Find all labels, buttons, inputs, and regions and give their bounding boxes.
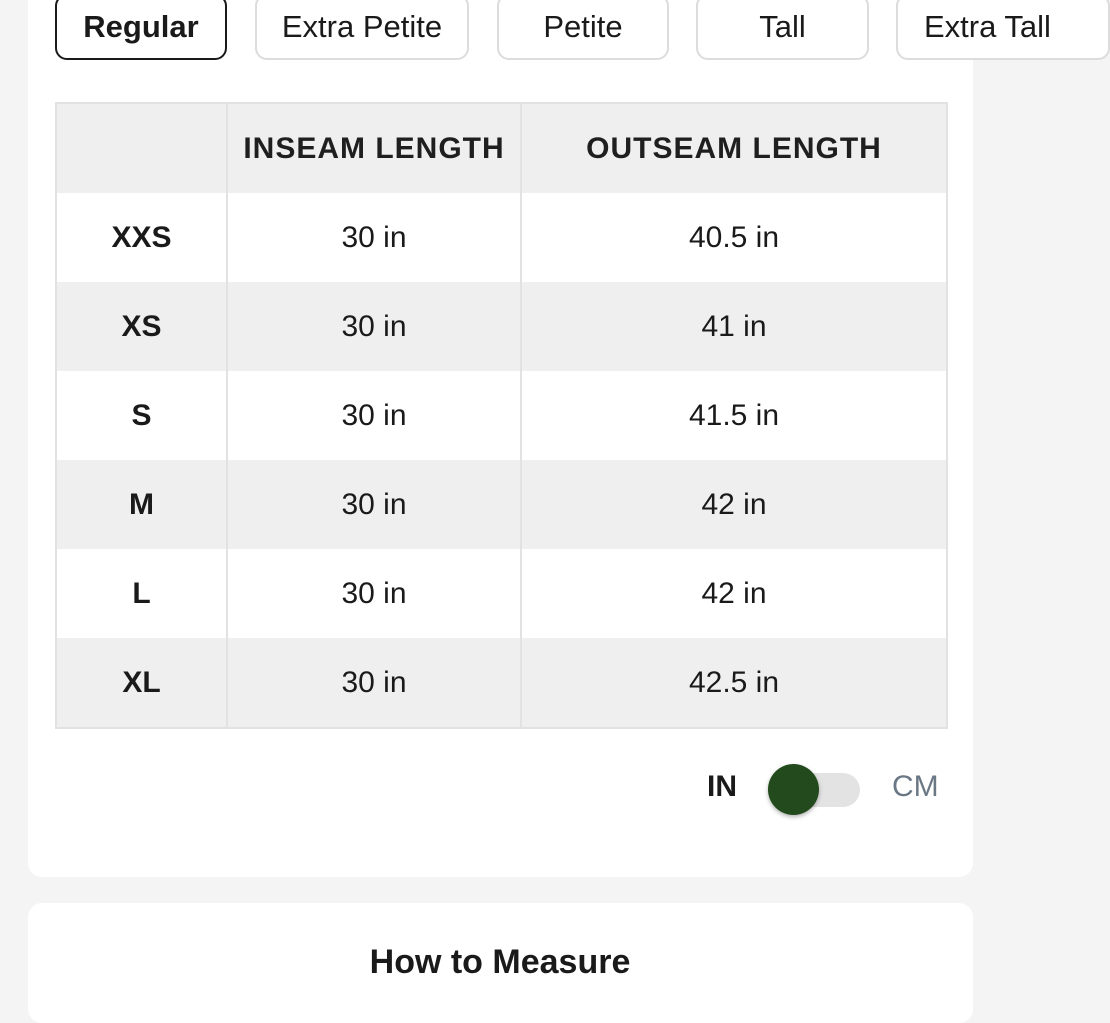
tab-extra-tall[interactable]: Extra Tall — [896, 0, 1110, 60]
size-label: S — [131, 398, 152, 432]
toggle-knob — [768, 764, 819, 815]
tab-extra-petite[interactable]: Extra Petite — [255, 0, 469, 60]
table-header-row — [56, 103, 947, 193]
size-label: L — [132, 576, 151, 610]
header-outseam-length: OUTSEAM LENGTH — [521, 103, 947, 193]
inseam-value: 30 in — [227, 282, 521, 371]
table-row — [56, 549, 947, 638]
tab-petite[interactable]: Petite — [497, 0, 669, 60]
header-size — [56, 103, 227, 193]
outseam-value: 42 in — [521, 549, 947, 638]
inseam-value: 30 in — [227, 460, 521, 549]
inseam-value: 30 in — [227, 371, 521, 460]
outseam-value: 40.5 in — [521, 193, 947, 282]
outseam-value: 41 in — [521, 282, 947, 371]
size-label: XS — [121, 309, 162, 343]
header-inseam-length: INSEAM LENGTH — [227, 103, 521, 193]
unit-label-in[interactable]: IN — [707, 770, 737, 803]
size-table — [55, 102, 948, 729]
outseam-value: 42.5 in — [521, 638, 947, 728]
inseam-value: 30 in — [227, 193, 521, 282]
table-row — [56, 193, 947, 282]
unit-label-cm[interactable]: CM — [892, 770, 939, 803]
table-row — [56, 460, 947, 549]
how-to-measure-title: How to Measure — [369, 943, 631, 981]
outseam-value: 41.5 in — [521, 371, 947, 460]
size-label: M — [129, 487, 154, 521]
inseam-value: 30 in — [227, 549, 521, 638]
unit-toggle-switch[interactable] — [768, 770, 860, 808]
tab-regular[interactable]: Regular — [55, 0, 227, 60]
table-row — [56, 638, 947, 728]
tab-tall[interactable]: Tall — [696, 0, 869, 60]
inseam-value: 30 in — [227, 638, 521, 728]
outseam-value: 42 in — [521, 460, 947, 549]
table-row — [56, 371, 947, 460]
fit-tabs — [0, 0, 1051, 70]
table-row — [56, 282, 947, 371]
size-label: XXS — [111, 220, 172, 254]
size-label: XL — [122, 665, 161, 699]
